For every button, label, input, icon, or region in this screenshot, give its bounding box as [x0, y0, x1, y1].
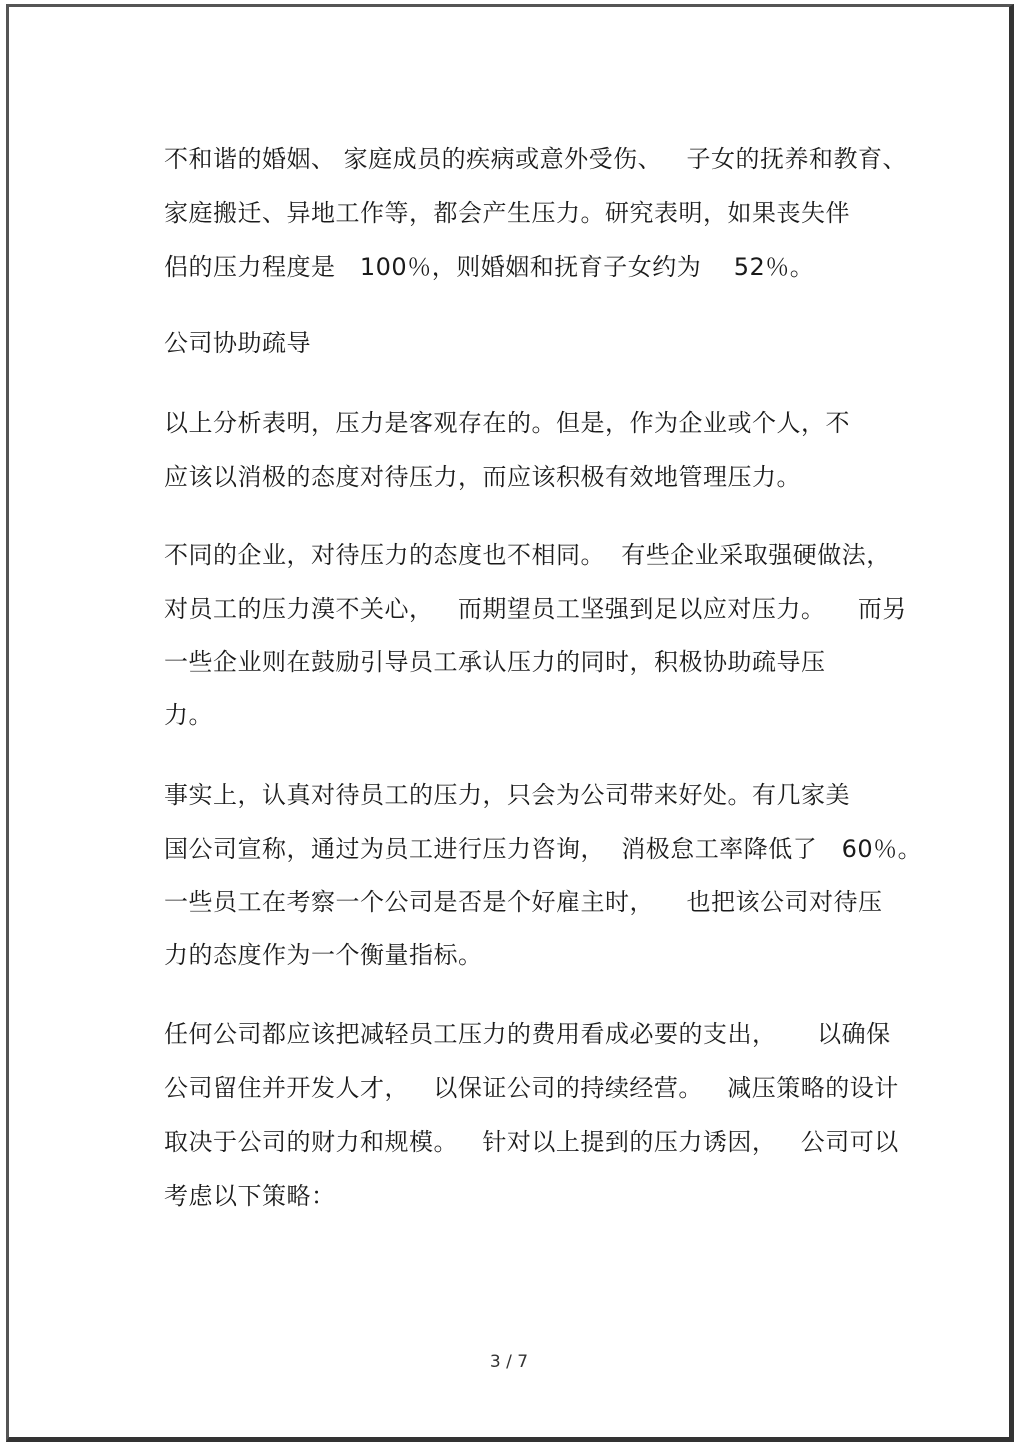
text-line: 侣的压力程度是 100％，则婚姻和抚育子女约为 52％。 [164, 253, 815, 281]
text-line: 力。 [164, 701, 213, 729]
text-line: 事实上，认真对待员工的压力，只会为公司带来好处。有几家美 [164, 781, 850, 809]
text-line: 国公司宣称，通过为员工进行压力咨询， 消极怠工率降低了 60％。 [164, 835, 923, 863]
page-number: 3 / 7 [489, 1352, 529, 1372]
section-heading: 公司协助疏导 [164, 329, 311, 357]
text-line: 应该以消极的态度对待压力，而应该积极有效地管理压力。 [164, 463, 801, 491]
text-line: 考虑以下策略： [164, 1182, 336, 1210]
text-line: 力的态度作为一个衡量指标。 [164, 941, 483, 969]
page-frame [6, 4, 1014, 1442]
text-line: 一些企业则在鼓励引导员工承认压力的同时，积极协助疏导压 [164, 648, 826, 676]
text-line: 对员工的压力漠不关心， 而期望员工坚强到足以应对压力。 而另 [164, 595, 907, 623]
text-line: 以上分析表明，压力是客观存在的。但是，作为企业或个人，不 [164, 409, 850, 437]
text-line: 不同的企业，对待压力的态度也不相同。 有些企业采取强硬做法， [164, 541, 891, 569]
text-line: 公司留住并开发人才， 以保证公司的持续经营。 减压策略的设计 [164, 1074, 899, 1102]
text-line: 一些员工在考察一个公司是否是个好雇主时， 也把该公司对待压 [164, 888, 883, 916]
text-line: 家庭搬迁、异地工作等，都会产生压力。研究表明，如果丧失伴 [164, 199, 850, 227]
text-line: 取决于公司的财力和规模。 针对以上提到的压力诱因， 公司可以 [164, 1128, 899, 1156]
text-line: 任何公司都应该把减轻员工压力的费用看成必要的支出， 以确保 [164, 1020, 891, 1048]
text-line: 不和谐的婚姻、 家庭成员的疾病或意外受伤、 子女的抚养和教育、 [164, 145, 908, 173]
